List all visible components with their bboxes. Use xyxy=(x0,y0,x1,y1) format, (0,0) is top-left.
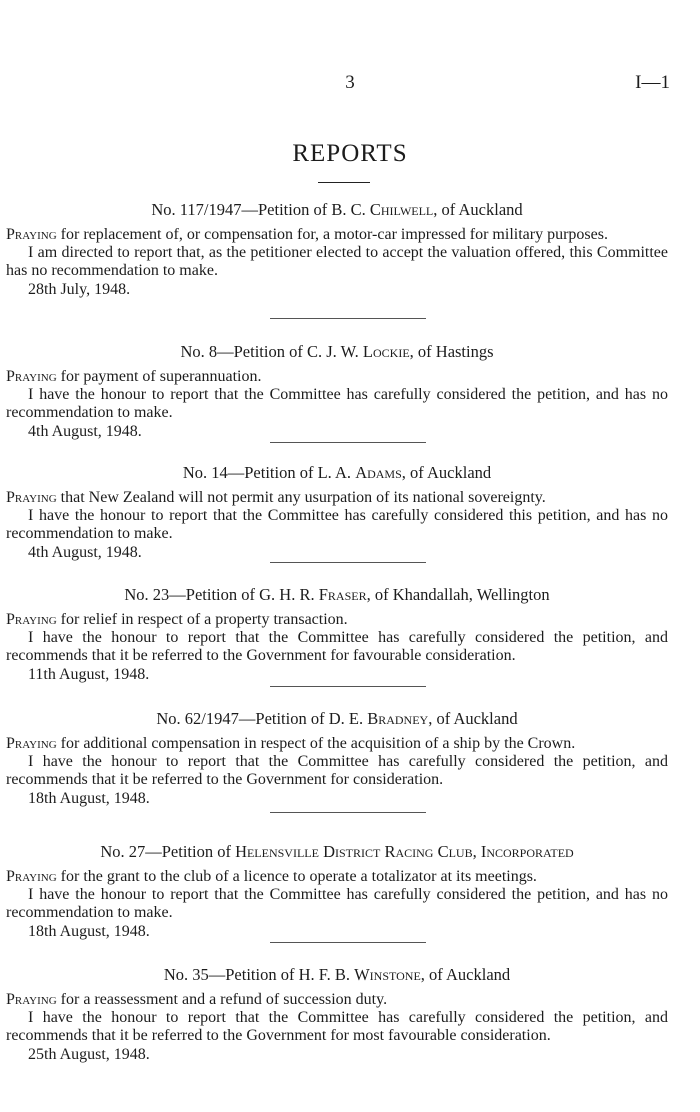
report-date: 18th August, 1948. xyxy=(28,922,150,940)
petitioner-name: Chilwell xyxy=(369,200,434,219)
petition-number: No. 8—Petition of C. J. W. xyxy=(180,342,363,361)
committee-report: I am directed to report that, as the petitioner elected to accept the valuation offered, this Committee has no recommendation to make. xyxy=(6,244,668,280)
praying-word: Praying xyxy=(6,489,57,506)
petition-number: No. 27—Petition of xyxy=(100,842,236,861)
praying-text: for payment of superannuation. xyxy=(56,368,262,385)
petition-entry xyxy=(6,200,668,299)
praying-clause xyxy=(6,226,668,244)
petitioner-name: Adams xyxy=(355,463,402,482)
petition-heading xyxy=(6,585,668,605)
report-date: 4th August, 1948. xyxy=(28,543,142,561)
praying-word: Praying xyxy=(6,868,57,885)
document-reference: I—1 xyxy=(635,72,670,93)
petitioner-name: Winstone xyxy=(354,965,421,984)
page-title: REPORTS xyxy=(292,140,408,167)
petition-heading xyxy=(6,965,668,985)
petitioner-location: , of Auckland xyxy=(401,463,492,482)
praying-text: for a reassessment and a refund of succession duty. xyxy=(56,991,388,1008)
petitioner-name: Bradney xyxy=(367,709,429,728)
petitioner-name: Fraser xyxy=(318,585,367,604)
section-divider xyxy=(270,812,426,813)
committee-report: I have the honour to report that the Committee has carefully considered the petition, and has no recommendation to make. xyxy=(6,886,668,922)
praying-word: Praying xyxy=(6,368,57,385)
praying-text: for the grant to the club of a licence to operate a totalizator at its meetings. xyxy=(56,868,537,885)
praying-clause xyxy=(6,368,668,386)
section-divider xyxy=(270,686,426,687)
petition-number: No. 23—Petition of G. H. R. xyxy=(124,585,319,604)
petition-entry xyxy=(6,585,668,684)
petitioner-name: Helensville District Racing Club, Incorporated xyxy=(235,842,574,861)
petition-heading xyxy=(6,842,668,862)
committee-report: I have the honour to report that the Committee has carefully considered the petition, and recommends that it be referred to the Government for consideration. xyxy=(6,753,668,789)
praying-clause xyxy=(6,489,668,507)
page-number: 3 xyxy=(345,72,355,93)
petition-entry xyxy=(6,965,668,1064)
praying-word: Praying xyxy=(6,991,57,1008)
petition-number: No. 14—Petition of L. A. xyxy=(182,463,356,482)
committee-report: I have the honour to report that the Committee has carefully considered the petition, and has no recommendation to make. xyxy=(6,386,668,422)
report-date: 28th July, 1948. xyxy=(28,280,131,298)
petitioner-name: Lockie xyxy=(362,342,410,361)
petition-entry xyxy=(6,463,668,562)
praying-clause xyxy=(6,991,668,1009)
petition-number: No. 35—Petition of H. F. B. xyxy=(163,965,355,984)
petitioner-location: , of Auckland xyxy=(433,200,523,219)
section-divider xyxy=(270,318,426,319)
praying-text: for relief in respect of a property transaction. xyxy=(56,611,348,628)
petition-heading xyxy=(6,709,668,729)
praying-clause xyxy=(6,868,668,886)
praying-clause xyxy=(6,735,668,753)
report-date: 4th August, 1948. xyxy=(28,422,142,440)
petition-number: No. 62/1947—Petition of D. E. xyxy=(156,709,368,728)
praying-word: Praying xyxy=(6,735,57,752)
petition-entry xyxy=(6,709,668,808)
petitioner-location: , of Auckland xyxy=(428,709,518,728)
praying-text: for additional compensation in respect of the acquisition of a ship by the Crown. xyxy=(56,735,576,752)
report-date: 11th August, 1948. xyxy=(28,665,150,683)
section-divider xyxy=(270,942,426,943)
petition-heading xyxy=(6,342,668,362)
petitioner-location: , of Auckland xyxy=(420,965,511,984)
section-divider xyxy=(270,562,426,563)
petition-entry xyxy=(6,342,668,441)
praying-clause xyxy=(6,611,668,629)
petition-number: No. 117/1947—Petition of B. C. xyxy=(151,200,370,219)
praying-text: for replacement of, or compensation for, a motor-car impressed for military purposes. xyxy=(56,226,608,243)
committee-report: I have the honour to report that the Committee has carefully considered this petition, and has no recommendation to make. xyxy=(6,507,668,543)
report-date: 25th August, 1948. xyxy=(28,1045,150,1063)
praying-word: Praying xyxy=(6,611,57,628)
section-divider xyxy=(270,442,426,443)
petitioner-location: , of Khandallah, Wellington xyxy=(366,585,550,604)
petitioner-location: , of Hastings xyxy=(409,342,494,361)
petition-heading xyxy=(6,463,668,483)
report-date: 18th August, 1948. xyxy=(28,789,150,807)
praying-text: that New Zealand will not permit any usurpation of its national sovereignty. xyxy=(56,489,546,506)
committee-report: I have the honour to report that the Committee has carefully considered the petition, and recommends that it be referred to the Government for most favourable consideration. xyxy=(6,1009,668,1045)
petition-entry xyxy=(6,842,668,941)
petition-heading xyxy=(6,200,668,220)
committee-report: I have the honour to report that the Committee has carefully considered the petition, and recommends that it be referred to the Government for favourable consideration. xyxy=(6,629,668,665)
praying-word: Praying xyxy=(6,226,57,243)
title-rule xyxy=(318,182,370,183)
